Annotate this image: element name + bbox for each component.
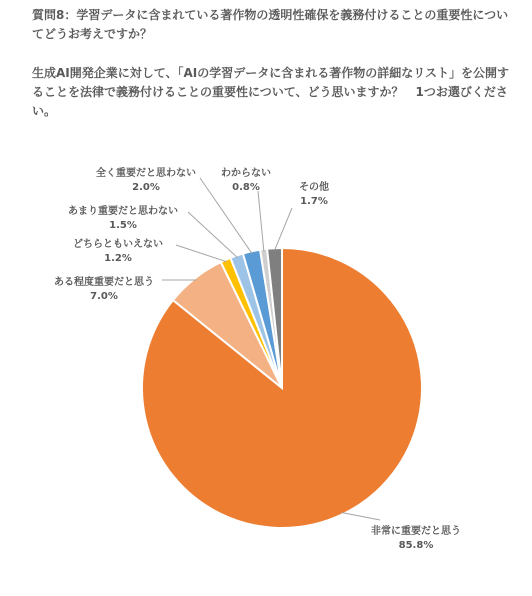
- slice-value-5: 0.8%: [232, 182, 260, 193]
- slice-label-2: どちらともいえない: [73, 239, 163, 250]
- leader-line-6: [275, 208, 292, 250]
- slice-label-1: ある程度重要だと思う: [54, 277, 154, 288]
- leader-line-5: [258, 191, 264, 251]
- leader-line-0: [342, 512, 380, 520]
- slice-value-3: 1.5%: [109, 220, 137, 231]
- leader-line-2: [176, 245, 226, 262]
- slice-label-0: 非常に重要だと思う: [371, 526, 461, 537]
- slice-value-4: 2.0%: [132, 182, 160, 193]
- slice-label-6: その他: [299, 182, 329, 193]
- slice-value-0: 85.8%: [398, 540, 434, 551]
- slice-value-2: 1.2%: [104, 253, 132, 264]
- slice-label-3: あまり重要だと思わない: [68, 206, 178, 217]
- leader-line-3: [188, 212, 237, 257]
- slice-value-1: 7.0%: [90, 291, 118, 302]
- slice-label-4: 全く重要だと思わない: [96, 168, 196, 179]
- question-title: 質問8：学習データに含まれている著作物の透明性確保を義務付けることの重要性についてどうお考えですか？: [32, 8, 509, 41]
- slice-label-5: わからない: [221, 168, 271, 179]
- slice-value-6: 1.7%: [300, 196, 328, 207]
- question-subtitle: 生成AI開発企業に対して、「AIの学習データに含まれる著作物の詳細なリスト」を公開することを法律で義務付けることの重要性について、どう思いますか？ 1つお選びください。: [32, 66, 510, 118]
